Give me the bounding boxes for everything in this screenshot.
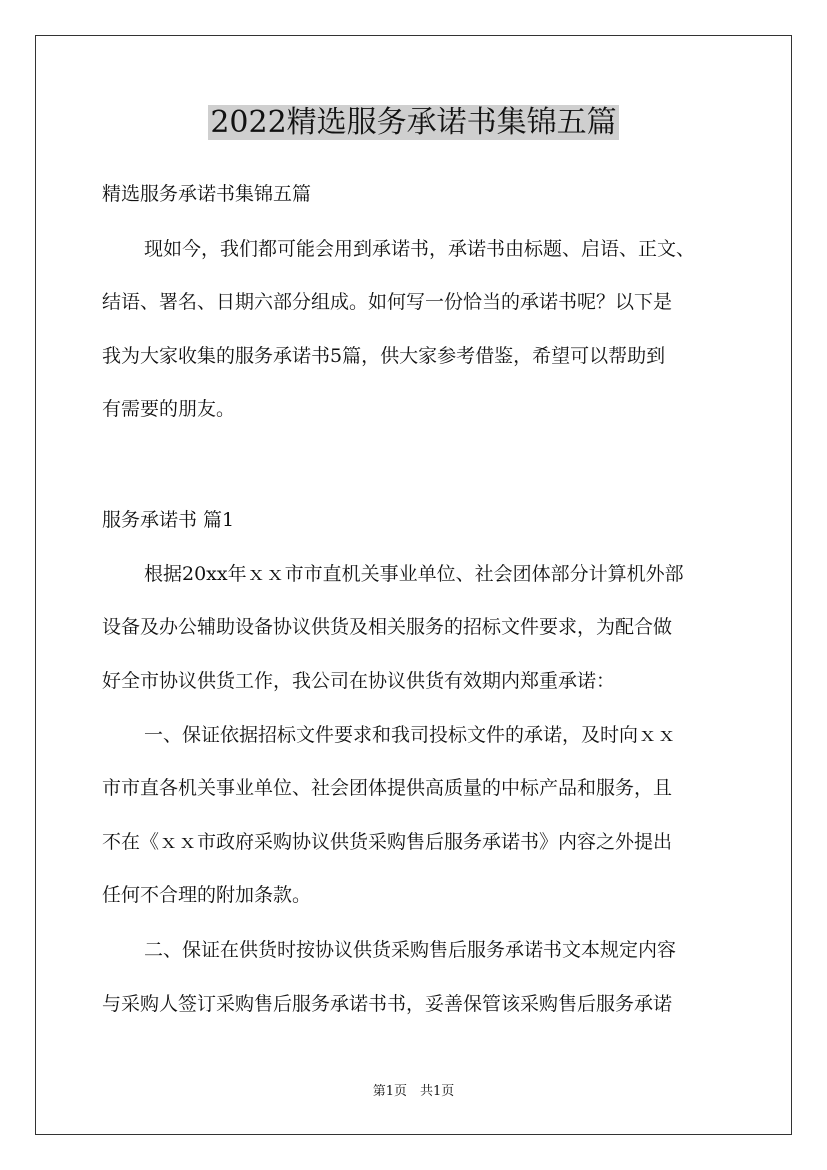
document-subtitle: 精选服务承诺书集锦五篇 — [102, 183, 312, 205]
para2-line-2: 市市直各机关事业单位、社会团体提供高质量的中标产品和服务，且 — [102, 777, 673, 799]
para3-line-2: 与采购人签订采购售后服务承诺书书，妥善保管该采购售后服务承诺 — [102, 993, 673, 1015]
para1-line-2: 设备及办公辅助设备协议供货及相关服务的招标文件要求，为配合做 — [102, 616, 673, 638]
intro-line-4: 有需要的朋友。 — [102, 398, 236, 420]
para2-line-1: 一、保证依据招标文件要求和我司投标文件的承诺，及时向ｘｘ — [144, 724, 677, 746]
intro-line-1: 现如今，我们都可能会用到承诺书，承诺书由标题、启语、正文、 — [144, 238, 696, 260]
document-title: 2022精选服务承诺书集锦五篇 — [210, 105, 617, 140]
para2-line-3: 不在《ｘｘ市政府采购协议供货采购售后服务承诺书》内容之外提出 — [102, 831, 673, 853]
para1-line-1: 根据20xx年ｘｘ市市直机关事业单位、社会团体部分计算机外部 — [144, 563, 684, 585]
section-heading: 服务承诺书 篇1 — [102, 509, 235, 531]
page-footer: 第1页 共1页 — [372, 1084, 455, 1099]
para3-line-1: 二、保证在供货时按协议供货采购售后服务承诺书文本规定内容 — [144, 939, 677, 961]
intro-line-2: 结语、署名、日期六部分组成。如何写一份恰当的承诺书呢？以下是 — [102, 291, 673, 313]
para2-line-4: 任何不合理的附加条款。 — [102, 884, 312, 906]
para1-line-3: 好全市协议供货工作，我公司在协议供货有效期内郑重承诺： — [102, 670, 616, 692]
intro-line-3: 我为大家收集的服务承诺书5篇，供大家参考借鉴，希望可以帮助到 — [102, 345, 666, 367]
